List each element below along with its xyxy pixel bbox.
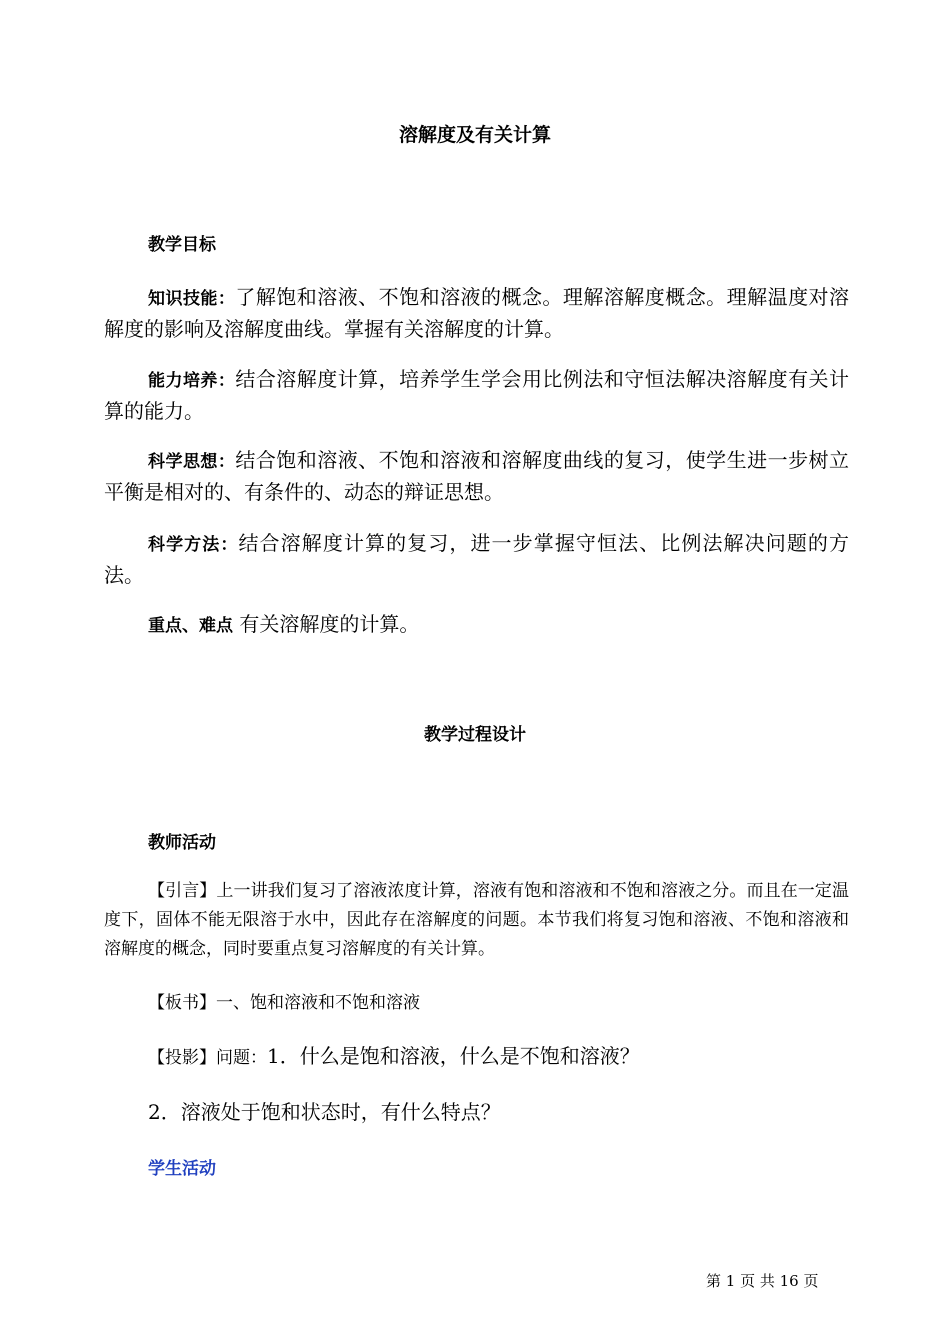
projection-prefix: 【投影】问题： — [148, 1048, 267, 1068]
goal-text: 结合饱和溶液、不饱和溶液和溶解度曲线的复习，使学生进一步树立平衡是相对的、有条件的、动态的辩证思想。 — [104, 448, 850, 504]
goal-keypoints — [104, 609, 849, 641]
process-heading: 教学过程设计 — [424, 725, 526, 745]
goal-text: 结合溶解度计算，培养学生学会用比例法和守恒法解决溶解度有关计算的能力。 — [104, 367, 850, 423]
goal-label: 科学方法： — [148, 535, 239, 555]
goals-heading: 教学目标 — [148, 235, 216, 255]
goal-method — [104, 528, 849, 590]
projection-question-2: 2．溶液处于饱和状态时，有什么特点？ — [148, 1100, 501, 1124]
student-heading: 学生活动 — [148, 1159, 216, 1179]
projection-question-1: 1．什么是饱和溶液，什么是不饱和溶液？ — [267, 1044, 640, 1068]
goal-ability — [104, 364, 849, 426]
page-footer: 第 1 页 共 16 页 — [706, 1272, 819, 1290]
goal-label: 科学思想： — [148, 452, 236, 472]
board-line: 【板书】一、饱和溶液和不饱和溶液 — [148, 993, 420, 1013]
document-title: 溶解度及有关计算 — [398, 124, 551, 146]
intro-paragraph: 【引言】上一讲我们复习了溶液浓度计算，溶液有饱和溶液和不饱和溶液之分。而且在一定温度下，固体不能无限溶于水中，因此存在溶解度的问题。本节我们将复习饱和溶液、不饱和溶液和溶解度的概念，同时要重点复习溶解度的有关计算。 — [104, 881, 849, 959]
goal-thinking — [104, 445, 849, 507]
goal-text: 有关溶解度的计算。 — [233, 612, 420, 636]
teacher-heading: 教师活动 — [148, 833, 216, 853]
projection-line — [148, 1040, 640, 1069]
goal-label: 重点、难点 — [148, 616, 233, 636]
goal-knowledge — [104, 282, 849, 344]
goal-label: 知识技能： — [148, 289, 236, 309]
goal-text: 结合溶解度计算的复习，进一步掌握守恒法、比例法解决问题的方法。 — [104, 531, 850, 587]
goal-label: 能力培养： — [148, 371, 236, 391]
goal-text: 了解饱和溶液、不饱和溶液的概念。理解溶解度概念。理解温度对溶解度的影响及溶解度曲线。掌握有关溶解度的计算。 — [104, 285, 850, 341]
